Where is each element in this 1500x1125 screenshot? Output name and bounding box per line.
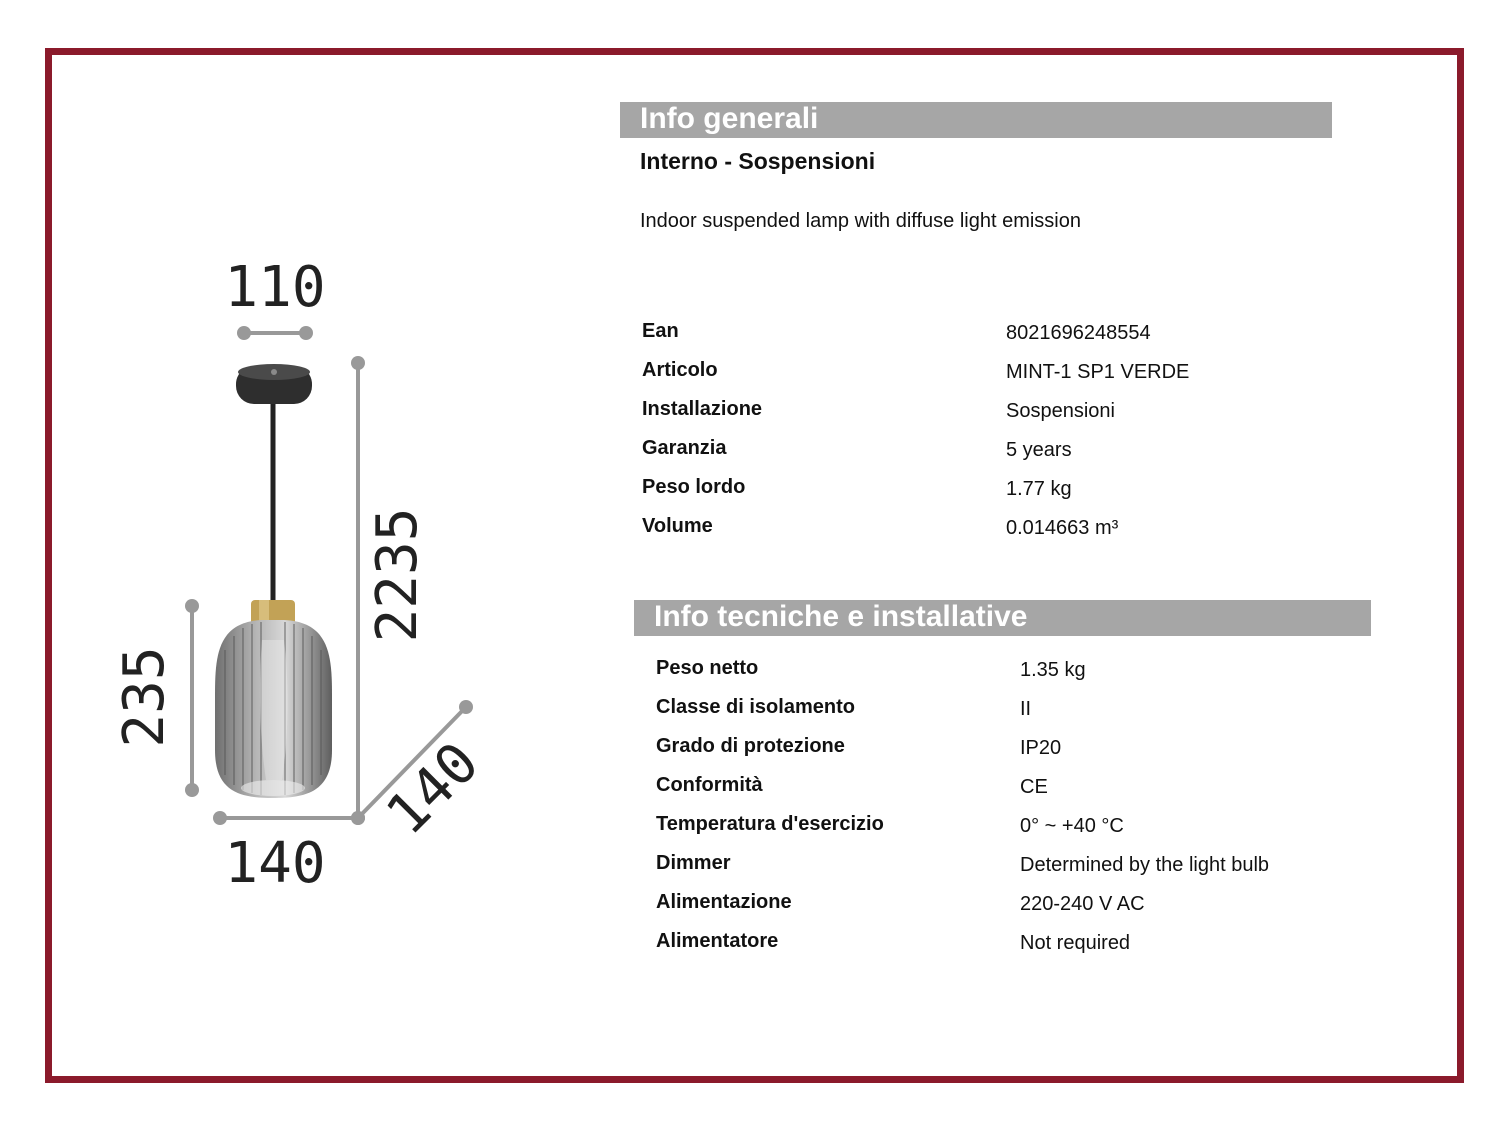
spec-label: Peso netto bbox=[656, 657, 759, 679]
spec-row-peso-netto bbox=[656, 657, 1356, 696]
spec-row-dimmer bbox=[656, 852, 1356, 891]
spec-label: Conformità bbox=[656, 774, 763, 796]
spec-value: 0.014663 m³ bbox=[1006, 517, 1119, 539]
spec-row-grado-protezione bbox=[656, 735, 1356, 774]
glass-shade bbox=[215, 620, 332, 798]
technical-spec-list bbox=[656, 657, 1356, 969]
spec-value: IP20 bbox=[1020, 737, 1062, 759]
spec-value: MINT-1 SP1 VERDE bbox=[1006, 361, 1190, 383]
dimension-top-width: 110 bbox=[224, 255, 326, 320]
product-description: Indoor suspended lamp with diffuse light emission bbox=[640, 210, 1081, 232]
dimension-line-bottom-width bbox=[213, 811, 365, 825]
spec-value: 0° ~ +40 °C bbox=[1020, 815, 1124, 837]
product-category: Interno - Sospensioni bbox=[640, 148, 876, 174]
spec-row-alimentazione bbox=[656, 891, 1356, 930]
ceiling-canopy bbox=[236, 364, 312, 404]
spec-label: Installazione bbox=[642, 398, 763, 420]
dimension-line-shade-height bbox=[185, 599, 199, 797]
dimension-bottom-width: 140 bbox=[224, 831, 326, 896]
spec-row-alimentatore bbox=[656, 930, 1356, 969]
spec-value: Not required bbox=[1020, 932, 1131, 954]
spec-value: CE bbox=[1020, 776, 1048, 798]
spec-row-temperatura bbox=[656, 813, 1356, 852]
spec-label: Garanzia bbox=[642, 437, 727, 459]
dimension-total-height: 2235 bbox=[365, 507, 430, 643]
spec-row-conformita bbox=[656, 774, 1356, 813]
dimension-line-top-width bbox=[237, 326, 313, 340]
spec-row-classe-isolamento bbox=[656, 696, 1356, 735]
dimension-depth: 140 bbox=[374, 730, 492, 848]
spec-value: 1.35 kg bbox=[1020, 659, 1086, 681]
spec-label: Ean bbox=[642, 320, 679, 342]
spec-row-volume bbox=[642, 515, 1342, 554]
spec-value: II bbox=[1020, 698, 1032, 720]
spec-row-ean bbox=[642, 320, 1342, 359]
spec-value: 220-240 V AC bbox=[1020, 893, 1145, 915]
spec-value: 5 years bbox=[1006, 439, 1072, 461]
spec-label: Dimmer bbox=[656, 852, 731, 874]
spec-row-garanzia bbox=[642, 437, 1342, 476]
spec-label: Volume bbox=[642, 515, 713, 537]
general-spec-list bbox=[642, 320, 1342, 554]
spec-label: Temperatura d'esercizio bbox=[656, 813, 884, 835]
dimension-shade-height: 235 bbox=[112, 646, 177, 748]
section-header-general: Info generali bbox=[620, 102, 1332, 138]
spec-label: Alimentazione bbox=[656, 891, 792, 913]
dimension-line-total-height bbox=[351, 356, 365, 825]
spec-label: Classe di isolamento bbox=[656, 696, 855, 718]
spec-label: Peso lordo bbox=[642, 476, 746, 498]
spec-label: Articolo bbox=[642, 359, 718, 381]
spec-row-installazione bbox=[642, 398, 1342, 437]
spec-label: Grado di protezione bbox=[656, 735, 845, 757]
spec-row-articolo bbox=[642, 359, 1342, 398]
spec-value: Determined by the light bulb bbox=[1020, 854, 1270, 876]
spec-value: 1.77 kg bbox=[1006, 478, 1072, 500]
spec-value: 8021696248554 bbox=[1006, 322, 1151, 344]
spec-row-peso-lordo bbox=[642, 476, 1342, 515]
spec-label: Alimentatore bbox=[656, 930, 779, 952]
spec-value: Sospensioni bbox=[1006, 400, 1115, 422]
section-header-technical: Info tecniche e installative bbox=[634, 600, 1371, 636]
